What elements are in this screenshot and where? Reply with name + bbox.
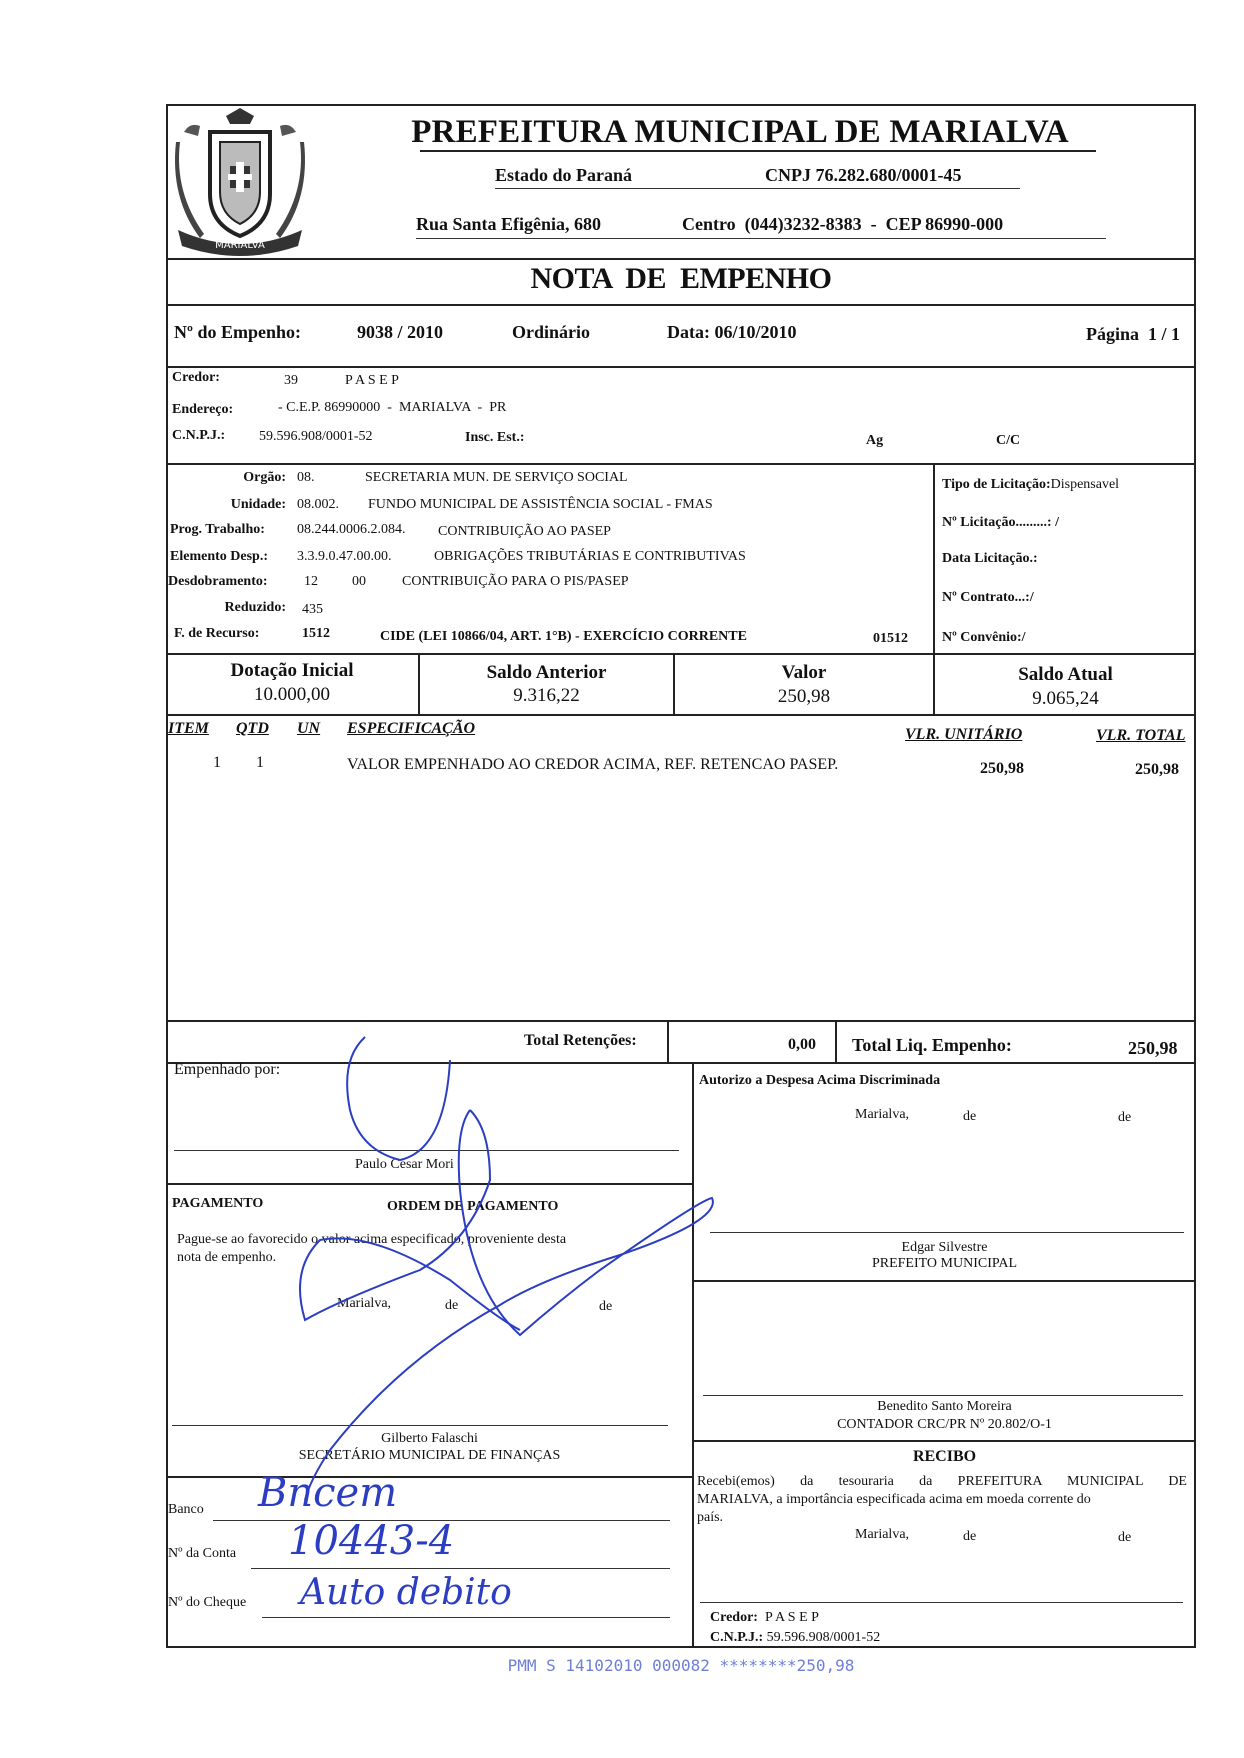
empenho-date: Data: 06/10/2010	[667, 322, 797, 342]
pagamento-label: PAGAMENTO	[172, 1196, 264, 1211]
pagamento-text-line-2: nota de empenho.	[177, 1250, 277, 1265]
recurso-number: 01512	[873, 631, 908, 646]
valor-value: 250,98	[777, 686, 831, 707]
reduzido-value: 435	[302, 602, 323, 617]
dotacao-inicial-value: 10.000,00	[254, 684, 330, 705]
recibo-credor-label: Credor:	[710, 1610, 758, 1625]
recibo-title: RECIBO	[912, 1448, 977, 1465]
saldo-atual-value: 9.065,24	[1032, 688, 1099, 709]
elemento-desp-name: OBRIGAÇÕES TRIBUTÁRIAS E CONTRIBUTIVAS	[434, 549, 746, 564]
recibo-credor-name: P A S E P	[764, 1610, 819, 1625]
empenho-number-label: Nº do Empenho:	[174, 322, 301, 342]
item-row-1-total-value: 250,98	[1135, 761, 1179, 778]
recibo-city: Marialva,	[855, 1527, 910, 1542]
col-qtd-header: QTD	[236, 720, 269, 737]
recibo-text-line-1: Recebi(emos) da tesouraria da PREFEITURA MUNICIPAL DE	[697, 1474, 1187, 1489]
col-valor-unitario-header: VLR. UNITÁRIO	[905, 726, 1023, 743]
prog-trabalho-label: Prog. Trabalho:	[170, 522, 265, 537]
endereco-label: Endereço:	[172, 402, 234, 417]
saldo-anterior-label: Saldo Anterior	[486, 662, 607, 683]
pagamento-city: Marialva,	[337, 1296, 392, 1311]
item-row-1-description: VALOR EMPENHADO AO CREDOR ACIMA, REF. RETENCAO PASEP.	[347, 756, 839, 773]
svg-text:MARIALVA: MARIALVA	[215, 240, 265, 251]
recibo-de-2: de	[1118, 1530, 1132, 1545]
numero-conta-label: Nº da Conta	[168, 1546, 237, 1561]
secretario-title: SECRETÁRIO MUNICIPAL DE FINANÇAS	[298, 1448, 561, 1463]
item-row-1-qtd: 1	[256, 754, 264, 771]
recibo-text-line-2: MARIALVA, a importância especificada acima em moeda corrente do	[697, 1492, 1091, 1507]
total-retencoes-value: 0,00	[788, 1036, 816, 1053]
conta-corrente-label: C/C	[996, 433, 1021, 448]
credor-cnpj: 59.596.908/0001-52	[259, 429, 373, 444]
empenhado-por-name: Paulo César Mori	[355, 1157, 454, 1172]
empenho-number: 9038 / 2010	[357, 322, 444, 342]
tipo-licitacao-label: Tipo de Licitação:	[942, 477, 1051, 492]
pagamento-de-2: de	[599, 1299, 613, 1314]
ordem-pagamento-title: ORDEM DE PAGAMENTO	[387, 1199, 559, 1214]
credor-code: 39	[284, 373, 298, 388]
numero-cheque-handwritten: Auto debito	[300, 1572, 512, 1613]
contador-title: CONTADOR CRC/PR Nº 20.802/O-1	[837, 1417, 1052, 1432]
desdobramento-a: 12	[304, 574, 318, 589]
cnpj-label: C.N.P.J.:	[172, 428, 226, 443]
col-un-header: UN	[297, 720, 321, 737]
unidade-name: FUNDO MUNICIPAL DE ASSISTÊNCIA SOCIAL - FMAS	[368, 497, 713, 512]
tipo-licitacao-value: Dispensavel	[1050, 477, 1120, 492]
orgao-label: Orgão:	[243, 470, 286, 485]
banco-label: Banco	[168, 1502, 204, 1517]
desdobramento-name: CONTRIBUIÇÃO PARA O PIS/PASEP	[402, 574, 629, 589]
elemento-desp-code: 3.3.9.0.47.00.00.	[297, 549, 392, 564]
desdobramento-label: Desdobramento:	[168, 574, 268, 589]
empenhado-por-label: Empenhado por:	[174, 1061, 281, 1078]
recurso-label: F. de Recurso:	[174, 626, 260, 641]
prefeito-title: PREFEITO MUNICIPAL	[871, 1256, 1018, 1271]
item-row-1-item: 1	[213, 754, 221, 771]
saldo-atual-label: Saldo Atual	[1018, 664, 1113, 685]
total-retencoes-label: Total Retenções:	[524, 1032, 637, 1049]
pagamento-text-line-1: Pague-se ao favorecido o valor acima especificado, proveniente desta	[177, 1232, 567, 1247]
recibo-cnpj-value: 59.596.908/0001-52	[766, 1630, 881, 1645]
autorizo-de-2: de	[1118, 1110, 1132, 1125]
numero-conta-handwritten: 10443-4	[288, 1518, 455, 1564]
page-indicator: Página 1 / 1	[1085, 324, 1180, 344]
unidade-label: Unidade:	[230, 497, 286, 512]
data-licitacao: Data Licitação.:	[942, 551, 1038, 566]
saldo-anterior-value: 9.316,22	[513, 685, 580, 706]
credor-address: - C.E.P. 86990000 - MARIALVA - PR	[278, 400, 507, 415]
banco-handwritten: Bncem	[258, 1470, 398, 1516]
autorizo-de-1: de	[963, 1109, 977, 1124]
num-convenio: Nº Convênio:/	[942, 630, 1026, 645]
insc-est-label: Insc. Est.:	[465, 430, 525, 445]
cnpj-header: CNPJ 76.282.680/0001-45	[765, 165, 962, 185]
elemento-desp-label: Elemento Desp.:	[170, 549, 268, 564]
dotacao-inicial-label: Dotação Inicial	[230, 660, 354, 681]
col-item-header: ITEM	[168, 720, 209, 737]
autorizo-city: Marialva,	[855, 1107, 910, 1122]
recibo-text-line-3: país.	[697, 1510, 724, 1525]
agencia-label: Ag	[866, 433, 884, 448]
prog-trabalho-name: CONTRIBUIÇÃO AO PASEP	[438, 524, 611, 539]
credor-label: Credor:	[172, 370, 220, 385]
secretario-name: Gilberto Falaschi	[381, 1431, 478, 1446]
prog-trabalho-code: 08.244.0006.2.084.	[297, 522, 406, 537]
municipality-title: PREFEITURA MUNICIPAL DE MARIALVA	[411, 114, 1069, 150]
credor-name: P A S E P	[345, 373, 399, 388]
recibo-cnpj-label: C.N.P.J.:	[710, 1630, 764, 1645]
street-address: Rua Santa Efigênia, 680	[416, 214, 602, 234]
reduzido-label: Reduzido:	[224, 600, 286, 615]
orgao-code: 08.	[297, 470, 315, 485]
num-contrato: Nº Contrato...:/	[942, 590, 1034, 605]
numero-cheque-label: Nº do Cheque	[168, 1595, 247, 1610]
unidade-code: 08.002.	[297, 497, 339, 512]
payment-stamp: PMM S 14102010 000082 ********250,98	[507, 1656, 855, 1675]
total-liquido-label: Total Liq. Empenho:	[852, 1035, 1012, 1055]
recibo-de-1: de	[963, 1529, 977, 1544]
orgao-name: SECRETARIA MUN. DE SERVIÇO SOCIAL	[365, 470, 628, 485]
item-row-1-unit-value: 250,98	[980, 760, 1024, 777]
pagamento-de-1: de	[445, 1298, 459, 1313]
contador-name: Benedito Santo Moreira	[877, 1399, 1012, 1414]
col-especificacao-header: ESPECIFICAÇÃO	[347, 720, 476, 737]
state-name: Estado do Paraná	[495, 165, 633, 185]
total-liquido-value: 250,98	[1128, 1038, 1178, 1058]
desdobramento-b: 00	[352, 574, 366, 589]
prefeito-name: Edgar Silvestre	[901, 1240, 988, 1255]
document-title: NOTA DE EMPENHO	[530, 262, 832, 295]
recurso-code: 1512	[302, 626, 330, 641]
valor-label: Valor	[781, 662, 827, 683]
num-licitacao: Nº Licitação.........: /	[942, 515, 1059, 530]
autorizo-text: Autorizo a Despesa Acima Discriminada	[699, 1073, 941, 1088]
empenho-type: Ordinário	[512, 322, 591, 342]
address-contact: Centro (044)3232-8383 - CEP 86990-000	[682, 214, 1004, 234]
col-valor-total-header: VLR. TOTAL	[1096, 727, 1186, 744]
recurso-name: CIDE (LEI 10866/04, ART. 1°B) - EXERCÍCIO CORRENTE	[380, 629, 747, 644]
